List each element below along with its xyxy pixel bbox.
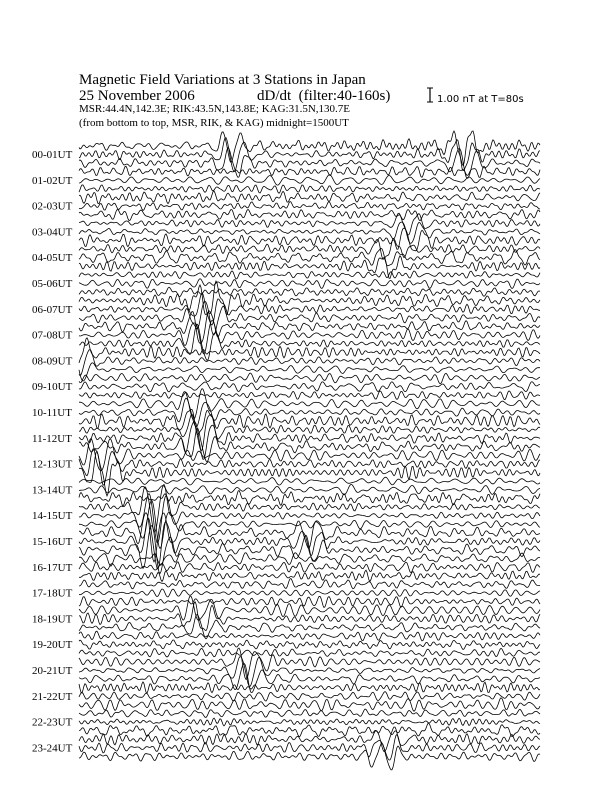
hour-label: 11-12UT [32, 432, 72, 445]
hour-label: 05-06UT [32, 278, 73, 290]
trace-rik [79, 640, 540, 650]
hour-label: 17-18UT [32, 587, 73, 600]
trace-msr [79, 185, 540, 193]
hour-label: 07-08UT [32, 329, 73, 342]
stations-coordinates: MSR:44.4N,142.3E; RIK:43.5N,143.8E; KAG:31.5N,130.7E [79, 103, 351, 115]
trace-rik [79, 449, 540, 485]
trace-kag [79, 311, 540, 344]
trace-rik [79, 222, 540, 243]
hour-label: 22-23UT [32, 716, 73, 729]
trace-rik [79, 138, 540, 172]
trace-rik [79, 279, 540, 289]
trace-kag [79, 191, 540, 204]
trace-rik [79, 718, 540, 726]
hour-label: 06-07UT [32, 303, 73, 316]
trace-msr [79, 648, 540, 657]
trace-kag [79, 271, 540, 279]
trace-rik [79, 382, 540, 392]
hour-label: 04-05UT [32, 252, 73, 265]
trace-msr [79, 409, 540, 434]
trace-kag [79, 682, 540, 693]
trace-rik [79, 202, 540, 211]
hour-label: 19-20UT [32, 639, 73, 652]
hour-labels [32, 149, 73, 754]
trace-rik [79, 562, 540, 573]
hour-label: 10-11UT [32, 407, 72, 419]
trace-msr [79, 148, 540, 179]
trace-kag [79, 389, 540, 420]
trace-msr [79, 363, 540, 381]
trace-kag [79, 373, 540, 384]
scale-bar-label: 1.00 nT at T=80s [437, 94, 524, 105]
trace-kag [79, 579, 540, 589]
trace-kag [79, 709, 540, 717]
hour-label: 14-15UT [32, 510, 73, 523]
hour-label: 13-14UT [32, 484, 73, 497]
hour-label: 08-09UT [32, 355, 73, 368]
hour-label: 18-19UT [32, 613, 73, 626]
hour-label: 16-17UT [32, 561, 73, 574]
trace-msr [79, 526, 540, 574]
trace-rik [79, 589, 540, 597]
waveform-traces [79, 131, 540, 770]
hour-label: 03-04UT [32, 226, 73, 239]
hour-label: 09-10UT [32, 381, 73, 394]
trace-msr [79, 287, 540, 296]
trace-msr [79, 391, 540, 400]
hour-label: 23-24UT [32, 742, 73, 755]
trace-rik [79, 518, 540, 569]
hour-label: 15-16UT [32, 536, 73, 548]
trace-rik [79, 692, 540, 701]
hour-label: 21-22UT [32, 690, 73, 703]
trace-kag [79, 238, 540, 259]
trace-rik [79, 398, 540, 427]
hour-label: 01-02UT [32, 174, 73, 187]
scale-bar [427, 88, 433, 102]
hour-label: 02-03UT [32, 200, 73, 213]
trace-msr [79, 698, 540, 712]
trace-kag [79, 631, 540, 641]
chart-title: Magnetic Field Variations at 3 Stations in Japan [79, 72, 366, 88]
trace-rik [79, 657, 540, 687]
filter-label: (filter:40-160s) [298, 88, 391, 104]
trace-msr [79, 596, 540, 607]
hour-label: 12-13UT [32, 458, 73, 471]
trace-rik [79, 175, 540, 185]
quantity-label: dD/dt [257, 88, 292, 104]
trace-kag [79, 131, 540, 165]
trace-msr [79, 428, 540, 461]
station-order-note: (from bottom to top, MSR, RIK, & KAG) midnight=1500UT [79, 117, 349, 129]
trace-rik [79, 484, 540, 494]
chart-date: 25 November 2006 [79, 88, 195, 104]
trace-kag [79, 281, 540, 315]
trace-kag [79, 166, 540, 177]
trace-kag [79, 439, 540, 471]
trace-kag [79, 477, 540, 485]
hour-label: 20-21UT [32, 665, 73, 677]
trace-msr [79, 570, 540, 581]
hour-label: 00-01UT [32, 149, 73, 161]
trace-msr [79, 209, 540, 220]
trace-kag [79, 727, 540, 752]
